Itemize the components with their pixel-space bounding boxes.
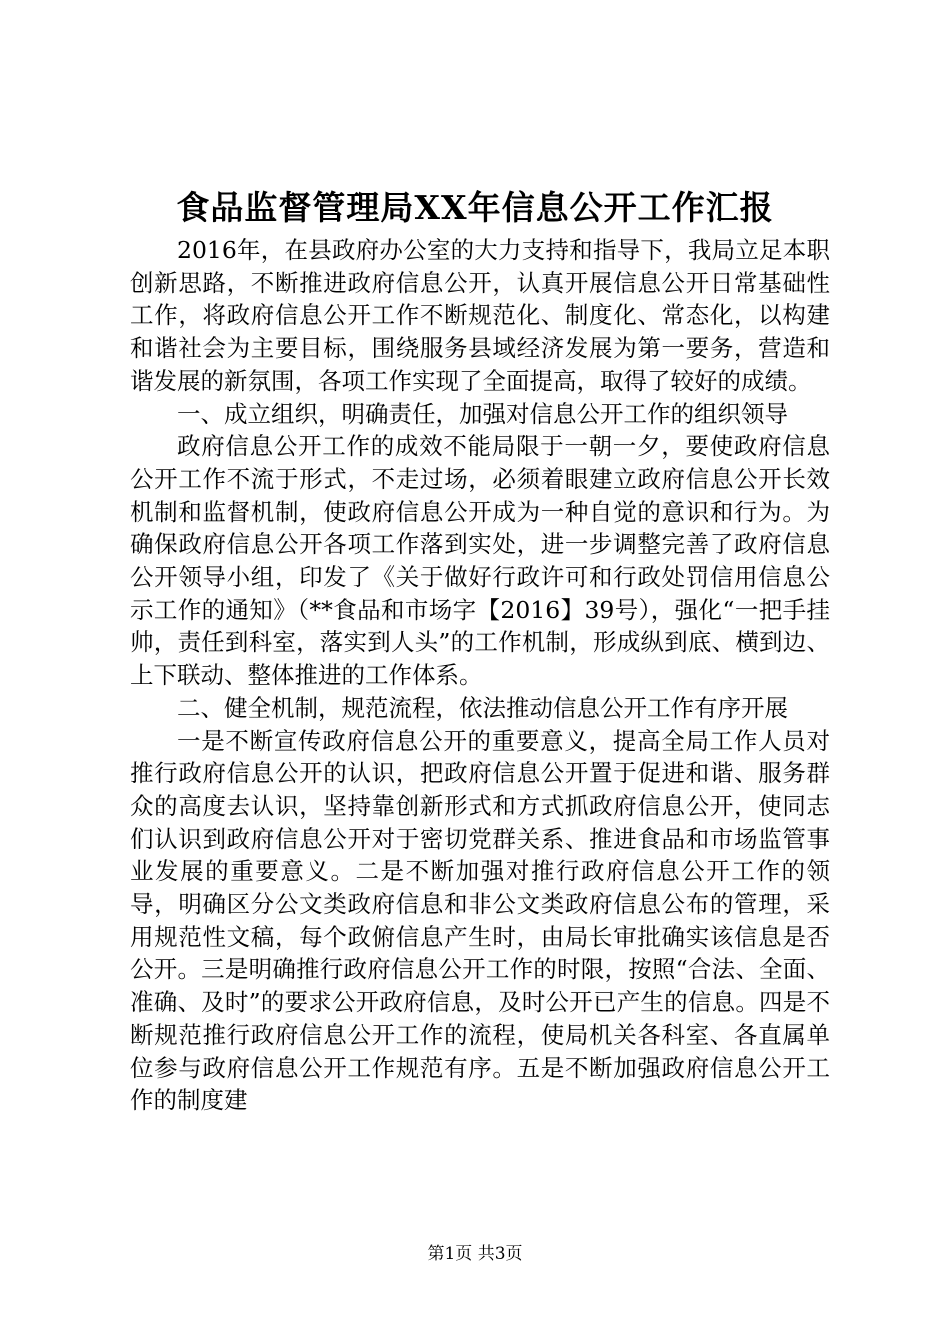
- section-2-paragraph: 一是不断宣传政府信息公开的重要意义，提高全局工作人员对推行政府信息公开的认识，把政府信息公开置于促进和谐、服务群众的高度去认识，坚持靠创新形式和方式抓政府信息公开，使同志们认识到政府信息公开对于密切党群关系、推进食品和市场监管事业发展的重要意义。二是不断加强对推行政府信息公开工作的领导，明确区分公文类政府信息和非公文类政府信息公布的管理，采用规范性文稿，每个政俯信息产生时，由局长审批确实该信息是否公开。三是明确推行政府信息公开工作的时限，按照“合法、全面、准确、及时”的要求公开政府信息，及时公开已产生的信息。四是不断规范推行政府信息公开工作的流程，使局机关各科室、各直属单位参与政府信息公开工作规范有序。五是不断加强政府信息公开工作的制度建: [130, 726, 830, 1115]
- document-body: [130, 234, 830, 1117]
- document-title: 食品监督管理局XX年信息公开工作汇报: [176, 188, 774, 227]
- section-1-paragraph: 政府信息公开工作的成效不能局限于一朝一夕，要使政府信息公开工作不流于形式，不走过场，必须着眼建立政府信息公开长效机制和监督机制，使政府信息公开成为一种自觉的意识和行为。为确保政府信息公开各项工作落到实处，进一步调整完善了政府信息公开领导小组，印发了《关于做好行政许可和行政处罚信用信息公示工作的通知》（**食品和市场字【2016】39号），强化“一把手挂帅，责任到科室，落实到人头”的工作机制，形成纵到底、横到边、上下联动、整体推进的工作体系。: [130, 432, 830, 690]
- page-footer: [0, 1242, 950, 1266]
- page-number: 第1页 共3页: [427, 1244, 523, 1264]
- section-heading-1: 一、成立组织，明确责任，加强对信息公开工作的组织领导: [177, 399, 788, 428]
- section-heading-2: 二、健全机制，规范流程，依法推动信息公开工作有序开展: [177, 693, 788, 722]
- intro-paragraph: 2016年，在县政府办公室的大力支持和指导下，我局立足本职创新思路，不断推进政府信息公开，认真开展信息公开日常基础性工作，将政府信息公开工作不断规范化、制度化、常态化，以构建和谐社会为主要目标，围绕服务县域经济发展为第一要务，营造和谐发展的新氛围，各项工作实现了全面提高，取得了较好的成绩。: [130, 236, 830, 395]
